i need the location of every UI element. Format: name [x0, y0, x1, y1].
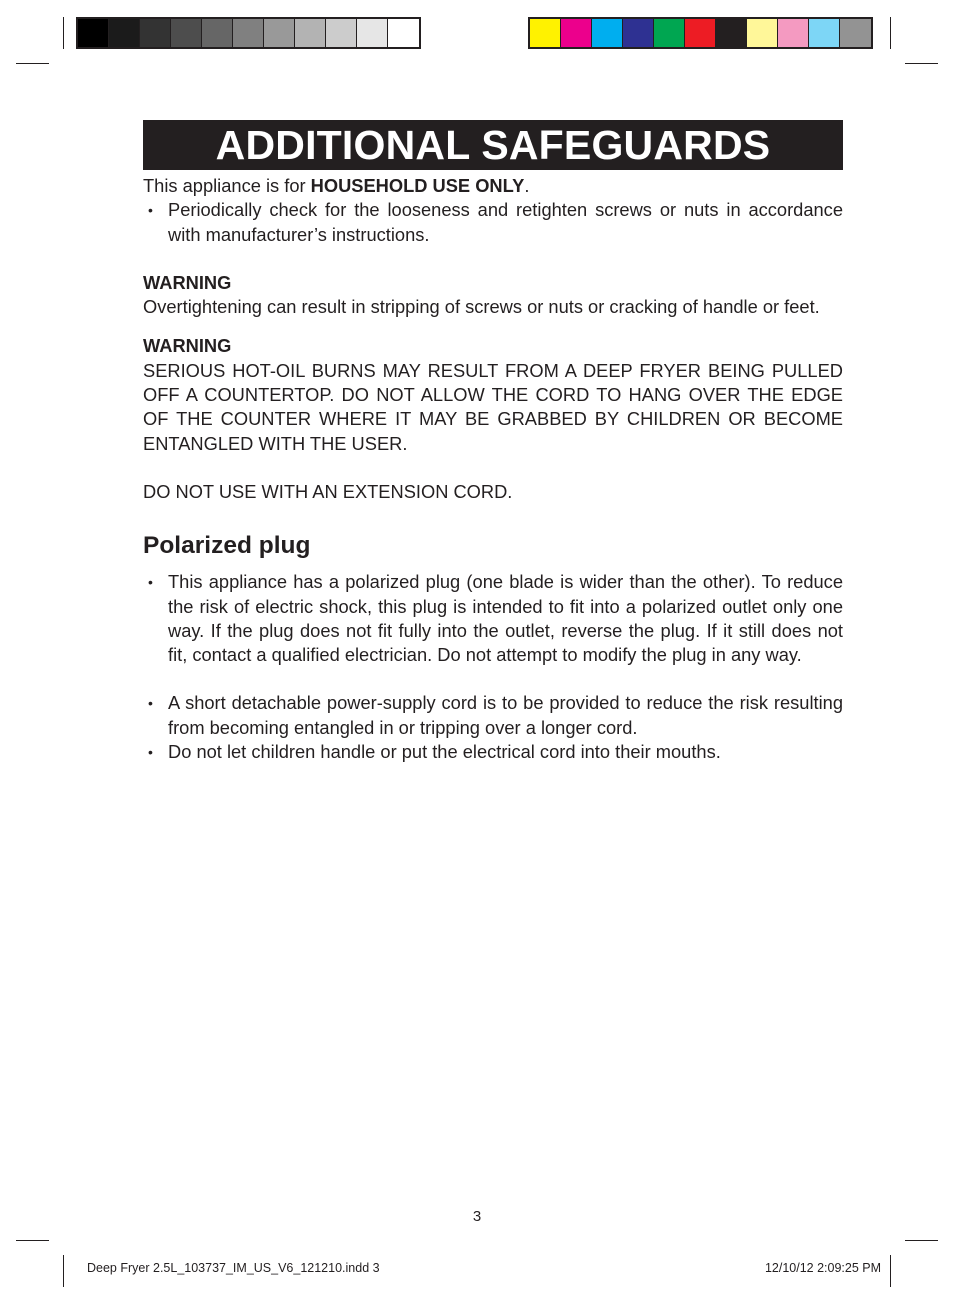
color-swatch — [357, 19, 388, 47]
color-swatch — [171, 19, 202, 47]
intro-prefix: This appliance is for — [143, 175, 311, 196]
page-title: ADDITIONAL SAFEGUARDS — [215, 121, 771, 168]
warning-label: WARNING — [143, 335, 232, 357]
intro-bullet-list — [143, 198, 843, 247]
color-swatch-bar — [528, 17, 873, 49]
polarized-bullet-list — [143, 570, 843, 667]
crop-mark — [890, 1255, 891, 1287]
color-swatch — [592, 19, 623, 47]
section-heading: Polarized plug — [143, 532, 311, 560]
color-swatch — [202, 19, 233, 47]
intro-line — [143, 174, 843, 198]
list-item: • A short detachable power-supply cord is to be provided to reduce the risk resulting from becoming entangled in or tripping over a longer cord. — [143, 691, 843, 740]
color-swatch — [654, 19, 685, 47]
color-swatch — [264, 19, 295, 47]
crop-mark — [905, 63, 938, 64]
color-swatch — [685, 19, 716, 47]
page-number: 3 — [472, 1208, 482, 1225]
list-item: • Periodically check for the looseness and retighten screws or nuts in accordance with manufacturer’s instructions. — [143, 198, 843, 247]
crop-mark — [890, 17, 891, 49]
crop-mark — [905, 1240, 938, 1241]
color-swatch — [840, 19, 871, 47]
crop-mark — [63, 1255, 64, 1287]
color-swatch — [561, 19, 592, 47]
list-item: • Do not let children handle or put the electrical cord into their mouths. — [143, 740, 843, 764]
color-swatch — [388, 19, 419, 47]
list-item: • This appliance has a polarized plug (one blade is wider than the other). To reduce the risk of electric shock, this plug is intended to fit into a polarized outlet only one way. If the plug does not fit fully into the outlet, reverse the plug. If it still does not fit, contact a qualified electrician. Do not attempt to modify the plug in any way. — [143, 570, 843, 667]
crop-mark — [16, 1240, 49, 1241]
color-swatch — [233, 19, 264, 47]
warning-text: SERIOUS HOT-OIL BURNS MAY RESULT FROM A DEEP FRYER BEING PULLED OFF A COUNTERTOP. DO NOT ALLOW THE CORD TO HANG OVER THE EDGE OF THE COUNTER WHERE IT MAY BE GRABBED BY CHILDREN OR BECOME ENTANGLED WITH THE USER. — [143, 359, 843, 454]
file-slug: Deep Fryer 2.5L_103737_IM_US_V6_121210.indd 3 — [87, 1261, 380, 1275]
grayscale-swatch-bar — [76, 17, 421, 49]
color-swatch — [623, 19, 654, 47]
color-swatch — [747, 19, 778, 47]
color-swatch — [530, 19, 561, 47]
warning-text: Overtightening can result in stripping of screws or nuts or cracking of handle or feet. — [143, 296, 820, 318]
color-swatch — [109, 19, 140, 47]
warning-label: WARNING — [143, 271, 232, 293]
color-swatch — [809, 19, 840, 47]
title-banner — [143, 120, 843, 170]
color-swatch — [295, 19, 326, 47]
crop-mark — [63, 17, 64, 49]
color-swatch — [78, 19, 109, 47]
intro-bold: HOUSEHOLD USE ONLY — [310, 175, 525, 196]
extension-cord-note: DO NOT USE WITH AN EXTENSION CORD. — [143, 480, 513, 502]
intro-suffix: . — [524, 175, 530, 196]
cord-bullet-list — [143, 691, 843, 764]
main-content — [143, 174, 843, 764]
timestamp-slug: 12/10/12 2:09:25 PM — [764, 1261, 881, 1275]
color-swatch — [326, 19, 357, 47]
color-swatch — [778, 19, 809, 47]
color-swatch — [140, 19, 171, 47]
crop-mark — [16, 63, 49, 64]
color-swatch — [716, 19, 747, 47]
